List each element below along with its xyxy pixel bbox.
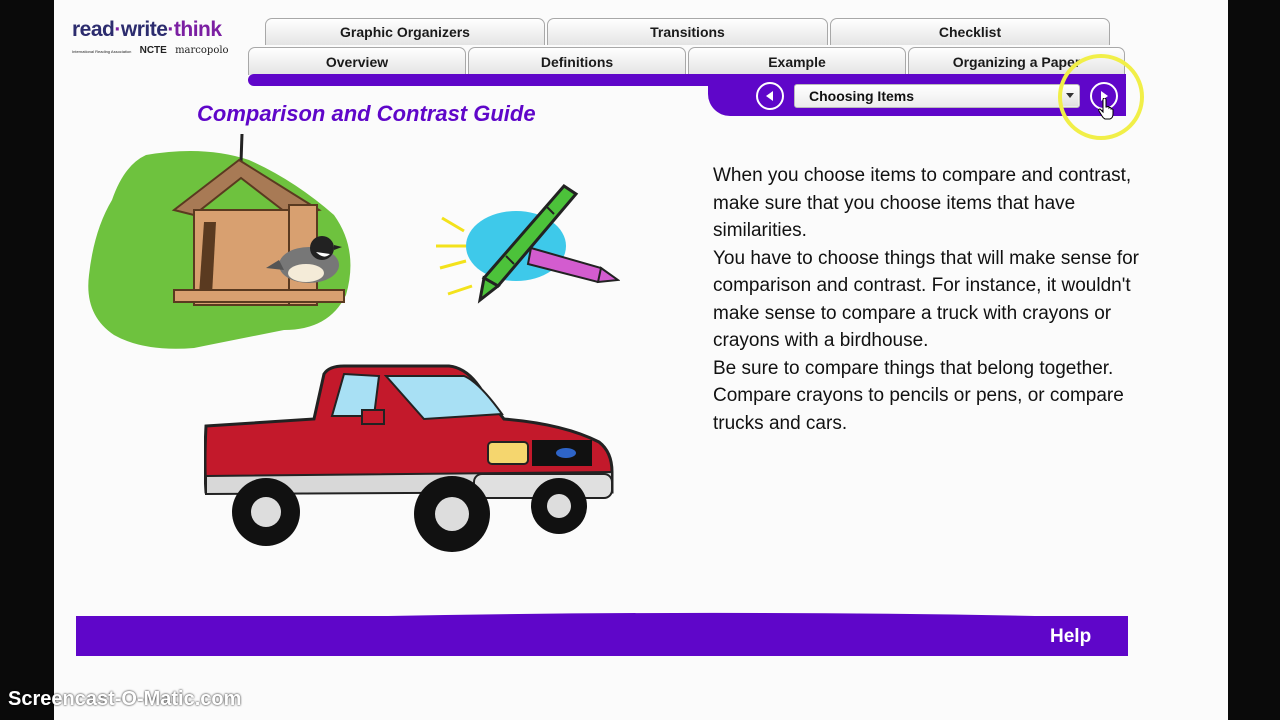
birdhouse-illustration [84,130,359,352]
tab-label: Transitions [650,24,725,40]
tab-label: Checklist [938,24,1002,40]
section-select-value: Choosing Items [809,88,915,104]
tab-definitions[interactable] [468,47,686,75]
tab-graphic-organizers[interactable] [265,18,545,45]
page-title: Comparison and Contrast Guide [197,101,536,126]
logo-wordmark: read·write·think [72,18,222,41]
tab-label: Organizing a Paper [952,53,1081,70]
body-paragraph-3: Be sure to compare things that belong together. Compare crayons to pencils or pens, or compare trucks and cars. [713,357,1124,434]
previous-page-button[interactable] [756,82,784,110]
logo-write: write [120,18,168,41]
tab-overview[interactable] [248,47,466,75]
help-button[interactable]: Help [1050,626,1092,647]
tab-organizing-a-paper[interactable] [908,47,1125,75]
section-select[interactable] [794,84,1080,108]
chevron-down-icon[interactable] [1060,86,1078,106]
sponsor-ira: International Reading Association [72,49,132,54]
tab-example[interactable] [688,47,906,75]
body-paragraph-1: When you choose items to compare and contrast, make sure that you choose items that have similarities. [713,165,1132,241]
tab-label: Definitions [540,53,614,70]
sponsor-marcopolo: marcopolo [175,45,229,56]
left-black-border [0,0,54,720]
arrow-left-icon [763,89,777,103]
readwritethink-logo[interactable] [72,18,237,63]
tab-label: Overview [325,53,389,70]
tab-checklist[interactable] [830,18,1110,45]
hand-cursor-icon [1098,98,1114,120]
screencast-watermark: Screencast-O-Matic.com [8,688,242,710]
logo-sponsors [72,45,235,56]
footer-bar [76,616,1128,656]
sponsor-ncte: NCTE [139,45,167,56]
tab-transitions[interactable] [547,18,828,45]
body-paragraph-2: You have to choose things that will make sense for comparison and contrast. For instance, it wouldn't make sense to compare a truck with crayons or crayons with a birdhouse. [713,247,1139,351]
guide-body-text [713,162,1143,437]
right-black-border [1228,0,1280,720]
logo-think: think [173,18,222,41]
crayons-illustration [436,176,620,304]
logo-read: read [72,18,115,41]
tab-label: Example [768,53,826,70]
pickup-truck-illustration [204,364,616,556]
tab-label: Graphic Organizers [340,24,470,40]
